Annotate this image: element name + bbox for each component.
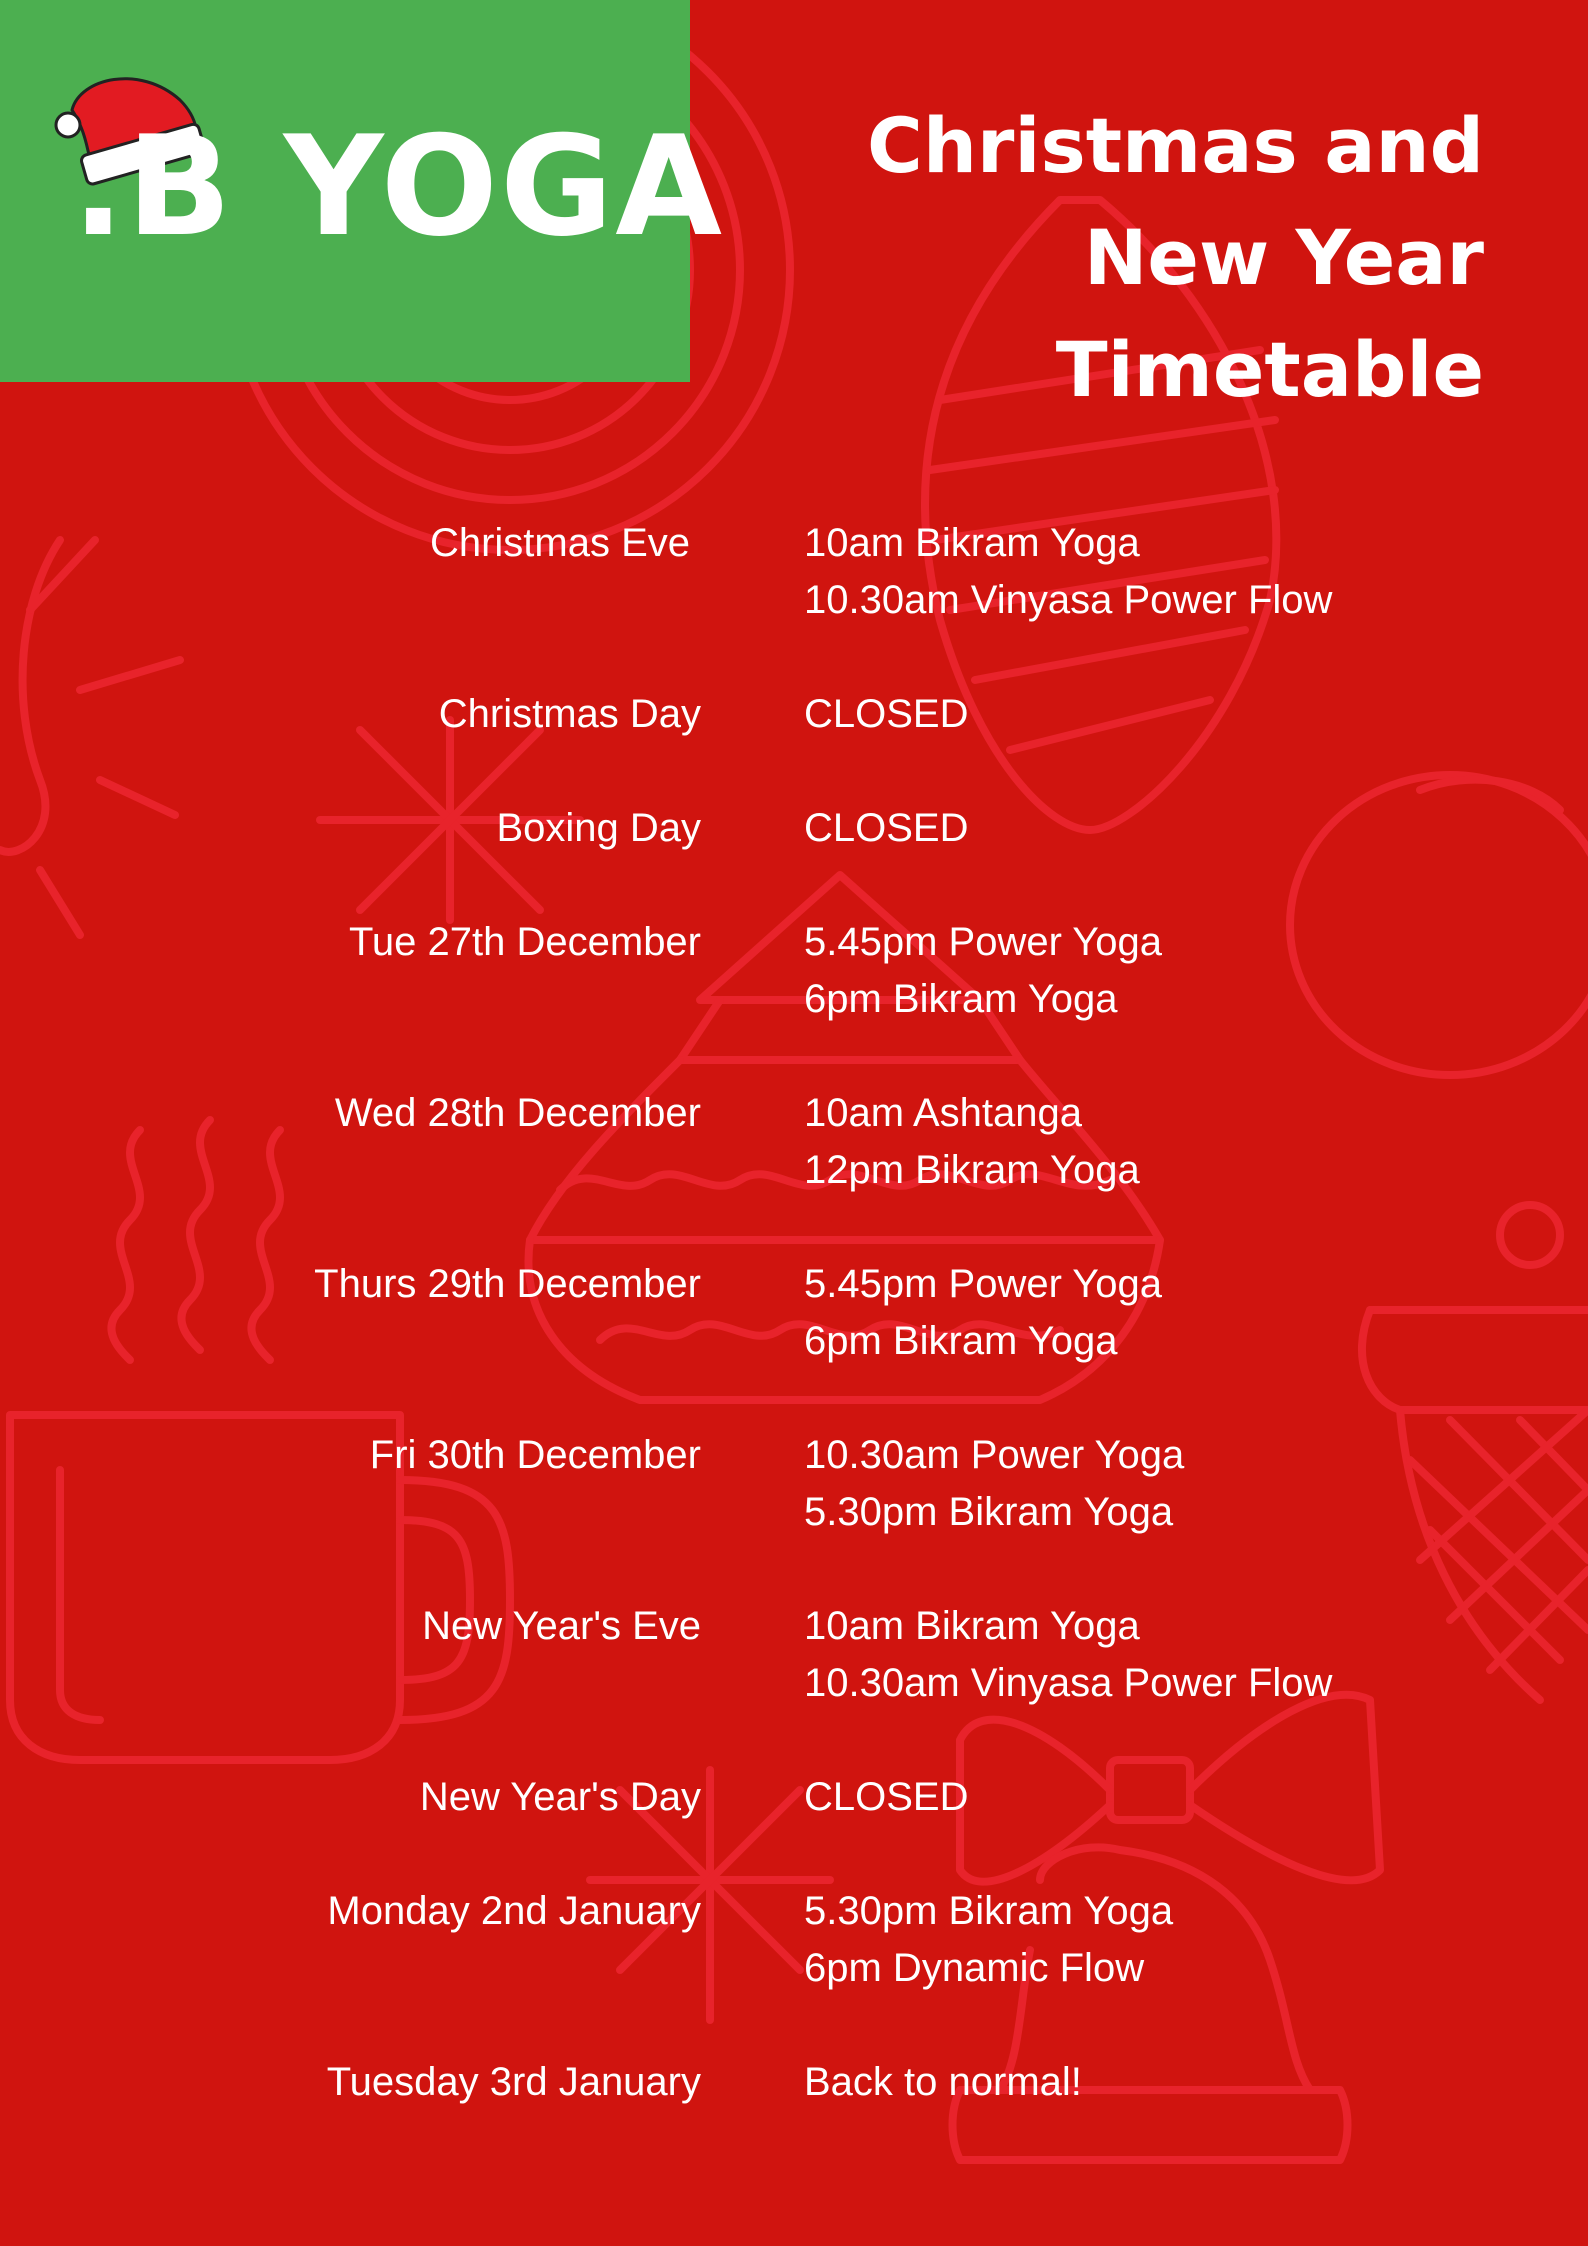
schedule-row xyxy=(0,1256,1588,1427)
logo-panel xyxy=(0,0,725,382)
class-entry: Back to normal! xyxy=(804,2060,1082,2104)
schedule-classes xyxy=(804,1256,1162,1370)
schedule-row xyxy=(0,1427,1588,1598)
schedule-classes xyxy=(804,914,1162,1028)
title-line-2: New Year xyxy=(1083,213,1484,302)
schedule-row xyxy=(0,1883,1588,2054)
schedule-row xyxy=(0,914,1588,1085)
schedule-day: Tuesday 3rd January xyxy=(326,2060,701,2104)
schedule-classes xyxy=(804,1427,1184,1541)
schedule-row xyxy=(0,1769,1588,1883)
schedule-day: Christmas Day xyxy=(438,692,701,736)
class-entry: 10am Bikram Yoga xyxy=(804,1604,1140,1648)
schedule-day: New Year's Day xyxy=(419,1775,701,1819)
schedule-day: Monday 2nd January xyxy=(327,1889,701,1933)
class-entry: 10am Ashtanga xyxy=(804,1091,1082,1135)
class-entry: CLOSED xyxy=(804,806,969,850)
poster-title xyxy=(724,90,1484,426)
schedule-row xyxy=(0,2054,1588,2168)
class-entry: 5.45pm Power Yoga xyxy=(804,920,1163,964)
schedule-row xyxy=(0,800,1588,914)
schedule-classes xyxy=(804,1085,1140,1199)
class-entry: 6pm Bikram Yoga xyxy=(804,1319,1118,1363)
schedule-classes xyxy=(804,686,969,743)
class-entry: 6pm Bikram Yoga xyxy=(804,977,1118,1021)
class-entry: 5.30pm Bikram Yoga xyxy=(804,1490,1174,1534)
schedule-row xyxy=(0,686,1588,800)
schedule-row xyxy=(0,515,1588,686)
brand-logo-text: .B YOGA xyxy=(72,106,725,267)
class-entry: CLOSED xyxy=(804,692,969,736)
class-entry: 12pm Bikram Yoga xyxy=(804,1148,1140,1192)
schedule-row xyxy=(0,1085,1588,1256)
schedule-classes xyxy=(804,800,969,857)
schedule-day: New Year's Eve xyxy=(422,1604,701,1648)
schedule-day: Thurs 29th December xyxy=(314,1262,701,1306)
title-line-3: Timetable xyxy=(1055,325,1484,414)
schedule-classes xyxy=(804,515,1332,629)
class-entry: 10.30am Power Yoga xyxy=(804,1433,1185,1477)
schedule-classes xyxy=(804,1883,1173,1997)
schedule-day: Tue 27th December xyxy=(348,920,701,964)
schedule-classes xyxy=(804,2054,1082,2111)
title-line-1: Christmas and xyxy=(867,101,1484,190)
class-entry: 10.30am Vinyasa Power Flow xyxy=(804,1661,1333,1705)
schedule-day: Christmas Eve xyxy=(429,521,690,565)
schedule-row xyxy=(0,1598,1588,1769)
schedule-classes xyxy=(804,1598,1332,1712)
schedule-day: Fri 30th December xyxy=(369,1433,701,1477)
class-entry: 10am Bikram Yoga xyxy=(804,521,1140,565)
class-entry: 6pm Dynamic Flow xyxy=(804,1946,1145,1990)
schedule-classes xyxy=(804,1769,969,1826)
class-entry: 5.30pm Bikram Yoga xyxy=(804,1889,1174,1933)
schedule-day: Boxing Day xyxy=(496,806,701,850)
class-entry: 5.45pm Power Yoga xyxy=(804,1262,1163,1306)
schedule-day: Wed 28th December xyxy=(334,1091,701,1135)
holiday-schedule xyxy=(0,515,1588,2168)
class-entry: CLOSED xyxy=(804,1775,969,1819)
class-entry: 10.30am Vinyasa Power Flow xyxy=(804,578,1333,622)
